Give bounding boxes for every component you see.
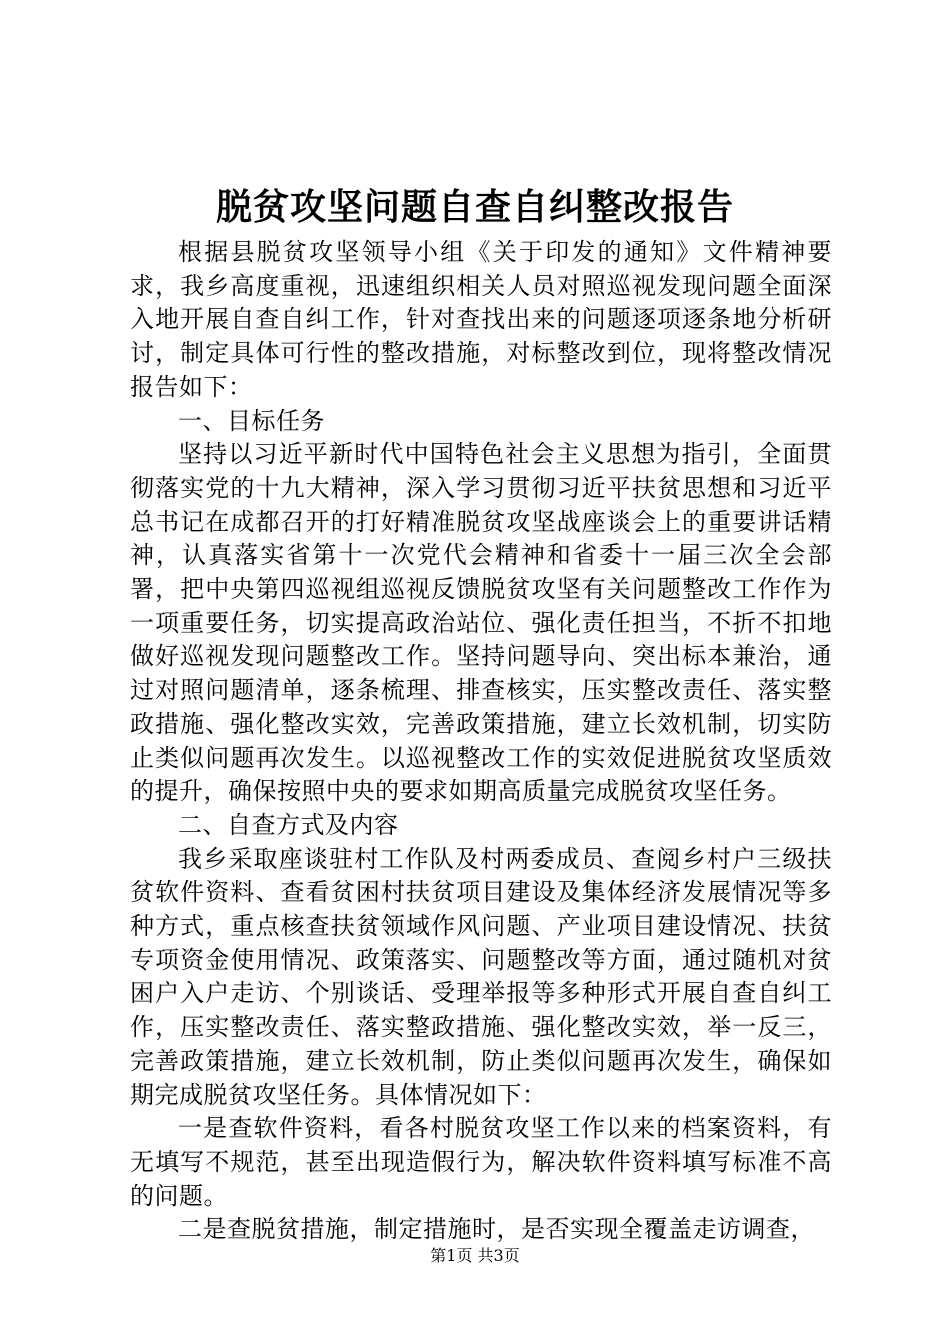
section-heading-methods: 二、自查方式及内容 xyxy=(178,810,399,839)
goals-paragraph: 坚持以习近平新时代中国特色社会主义思想为指引，全面贯彻落实党的十九大精神，深入学习贯彻习近平扶贫思想和习近平总书记在成都召开的打好精准脱贫攻坚战座谈会上的重要讲话精神，认真落实省第十一次党代会精神和省委十一届三次全会部署，把中央第四巡视组巡视反馈脱贫攻坚有关问题整改工作作为一项重要任务，切实提高政治站位、强化责任担当，不折不扣地做好巡视发现问题整改工作。坚持问题导向、突出标本兼治，通过对照问题清单，逐条梳理、排查核实，压实整改责任、落实整政措施、强化整改实效，完善政策措施，建立长效机制，切实防止类似问题再次发生。以巡视整改工作的实效促进脱贫攻坚质效的提升，确保按照中央的要求如期高质量完成脱贫攻坚任务。 xyxy=(130,440,832,806)
section-heading-goals: 一、目标任务 xyxy=(178,406,325,435)
check-item-2-paragraph: 二是查脱贫措施，制定措施时，是否实现全覆盖走访调查， xyxy=(178,1215,815,1244)
page-footer: 第1页 共3页 xyxy=(430,1246,520,1265)
document-title: 脱贫攻坚问题自查自纠整改报告 xyxy=(215,186,734,228)
methods-paragraph: 我乡采取座谈驻村工作队及村两委成员、查阅乡村户三级扶贫软件资料、查看贫困村扶贫项目建设及集体经济发展情况等多种方式，重点核查扶贫领域作风问题、产业项目建设情况、扶贫专项资金使用情况、政策落实、问题整改等方面，通过随机对贫困户入户走访、个别谈话、受理举报等多种形式开展自查自纠工作，压实整改责任、落实整政措施、强化整改实效，举一反三，完善政策措施，建立长效机制，防止类似问题再次发生，确保如期完成脱贫攻坚任务。具体情况如下： xyxy=(130,844,832,1109)
check-item-1-paragraph: 一是查软件资料，看各村脱贫攻坚工作以来的档案资料，有无填写不规范，甚至出现造假行为，解决软件资料填写标准不高的问题。 xyxy=(130,1114,832,1210)
document-body xyxy=(130,236,832,1247)
intro-paragraph: 根据县脱贫攻坚领导小组《关于印发的通知》文件精神要求，我乡高度重视，迅速组织相关人员对照巡视发现问题全面深入地开展自查自纠工作，针对查找出来的问题逐项逐条地分析研讨，制定具体可行性的整改措施，对标整改到位，现将整改情况报告如下： xyxy=(130,238,832,401)
